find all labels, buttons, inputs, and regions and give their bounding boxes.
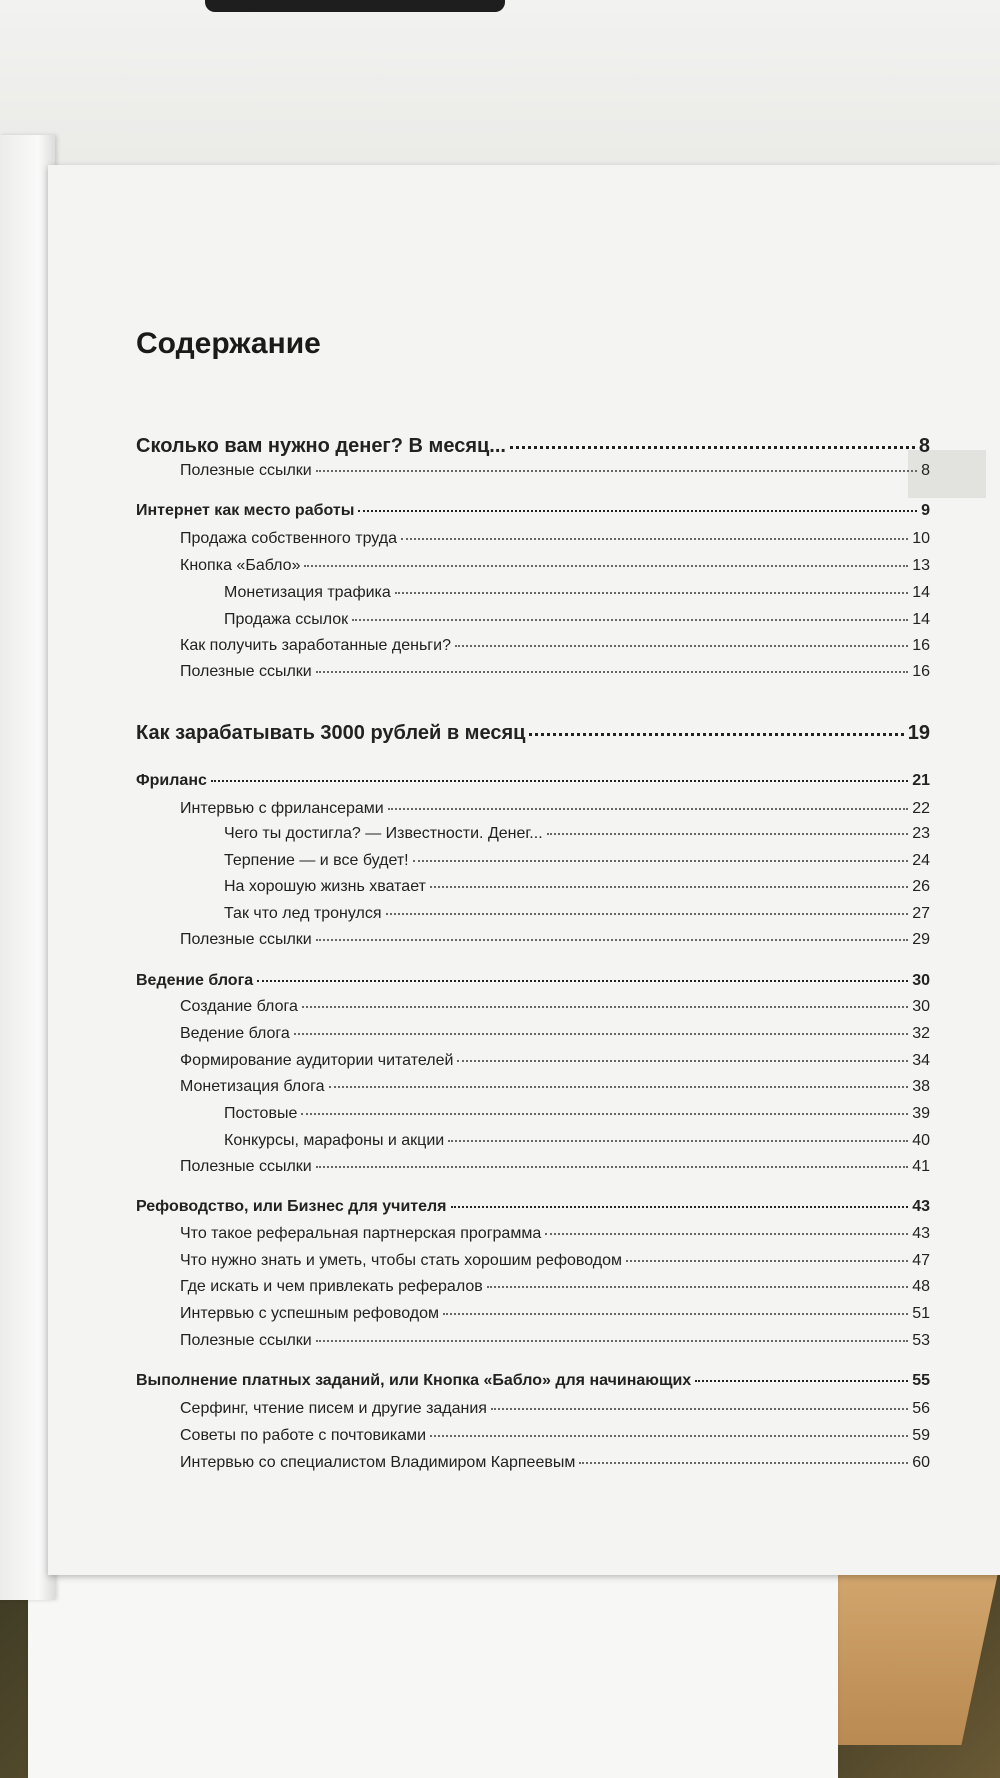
toc-entry bbox=[180, 1305, 930, 1323]
dot-leader bbox=[316, 470, 917, 472]
toc-entry bbox=[136, 772, 930, 790]
dot-leader bbox=[443, 1313, 908, 1315]
toc-entry bbox=[224, 584, 930, 602]
dot-leader bbox=[329, 1086, 909, 1088]
dot-leader bbox=[529, 733, 903, 736]
toc-entry-page: 48 bbox=[912, 1278, 930, 1295]
toc-entry bbox=[136, 435, 930, 458]
dot-leader bbox=[545, 1233, 908, 1235]
toc-entry-page: 14 bbox=[912, 611, 930, 628]
toc-entry-title: Серфинг, чтение писем и другие задания bbox=[180, 1400, 487, 1417]
toc-entry-page: 16 bbox=[912, 637, 930, 654]
toc-entry-title: Как получить заработанные деньги? bbox=[180, 637, 451, 654]
toc-entry-title: Формирование аудитории читателей bbox=[180, 1052, 454, 1069]
toc-entry-page: 16 bbox=[912, 663, 930, 680]
dot-leader bbox=[430, 1435, 908, 1437]
dot-leader bbox=[388, 808, 908, 810]
toc-entry-title: Полезные ссылки bbox=[180, 1332, 312, 1349]
toc-entry-title: На хорошую жизнь хватает bbox=[224, 878, 426, 895]
toc-entry-page: 30 bbox=[912, 972, 930, 989]
dot-leader bbox=[316, 939, 908, 941]
toc-entry-page: 51 bbox=[912, 1305, 930, 1322]
toc-entry-page: 38 bbox=[912, 1078, 930, 1095]
toc-entry-title: Создание блога bbox=[180, 998, 298, 1015]
toc-entry-page: 60 bbox=[912, 1454, 930, 1471]
toc-entry bbox=[180, 1225, 930, 1243]
toc-entry-title: Конкурсы, марафоны и акции bbox=[224, 1132, 445, 1149]
toc-entry-title: Что нужно знать и уметь, чтобы стать хорошим рефоводом bbox=[180, 1252, 622, 1269]
dot-leader bbox=[316, 1166, 908, 1168]
toc-entry bbox=[180, 1332, 930, 1350]
dot-leader bbox=[316, 1340, 908, 1342]
dot-leader bbox=[695, 1380, 908, 1382]
toc-entry bbox=[180, 462, 930, 480]
toc-entry-title: Где искать и чем привлекать рефералов bbox=[180, 1278, 483, 1295]
toc-entry bbox=[224, 878, 930, 896]
toc-entry-title: Ведение блога bbox=[136, 972, 254, 989]
toc-entry-page: 8 bbox=[921, 462, 930, 479]
dot-leader bbox=[413, 860, 909, 862]
dot-leader bbox=[352, 619, 908, 621]
toc-entry-title: Полезные ссылки bbox=[180, 663, 312, 680]
toc-entry bbox=[180, 800, 930, 818]
toc-entry-title: Так что лед тронулся bbox=[224, 905, 382, 922]
toc-entry-page: 43 bbox=[912, 1225, 930, 1242]
dot-leader bbox=[294, 1033, 908, 1035]
toc-entry bbox=[180, 530, 930, 548]
toc-entry-page: 10 bbox=[912, 530, 930, 547]
toc-entry-page: 23 bbox=[912, 825, 930, 842]
toc-entry bbox=[180, 1278, 930, 1296]
toc-entry-title: Выполнение платных заданий, или Кнопка «Бабло» для начинающих bbox=[136, 1372, 692, 1389]
toc-entry-page: 29 bbox=[912, 931, 930, 948]
toc-entry bbox=[136, 722, 930, 745]
toc-entry-title: Полезные ссылки bbox=[180, 931, 312, 948]
toc-entry-page: 47 bbox=[912, 1252, 930, 1269]
dot-leader bbox=[579, 1462, 908, 1464]
toc-entry-page: 41 bbox=[912, 1158, 930, 1175]
toc-entry bbox=[180, 1025, 930, 1043]
toc-entry bbox=[180, 1158, 930, 1176]
toc-entry-title: Продажа собственного труда bbox=[180, 530, 397, 547]
dot-leader bbox=[302, 1006, 908, 1008]
toc-entry-title: Фриланс bbox=[136, 772, 207, 789]
toc-entry-title: Чего ты достигла? — Известности. Денег... bbox=[224, 825, 543, 842]
dot-leader bbox=[211, 780, 908, 782]
toc-entry-title: Полезные ссылки bbox=[180, 1158, 312, 1175]
toc-entry bbox=[224, 905, 930, 923]
dot-leader bbox=[395, 592, 908, 594]
dot-leader bbox=[304, 565, 908, 567]
toc-entry-page: 26 bbox=[912, 878, 930, 895]
toc-entry-page: 13 bbox=[912, 557, 930, 574]
toc-entry-page: 32 bbox=[912, 1025, 930, 1042]
toc-entry-title: Рефоводство, или Бизнес для учителя bbox=[136, 1198, 447, 1215]
dot-leader bbox=[457, 1060, 908, 1062]
dot-leader bbox=[487, 1286, 908, 1288]
toc-entry-page: 27 bbox=[912, 905, 930, 922]
toc-entry-page: 21 bbox=[912, 772, 930, 789]
toc-entry-page: 34 bbox=[912, 1052, 930, 1069]
toc-entry-page: 59 bbox=[912, 1427, 930, 1444]
toc-entry bbox=[136, 1198, 930, 1216]
toc-entry bbox=[180, 1400, 930, 1418]
toc-entry bbox=[224, 852, 930, 870]
dot-leader bbox=[386, 913, 909, 915]
toc-entry-page: 55 bbox=[912, 1372, 930, 1389]
toc-entry bbox=[180, 1078, 930, 1096]
toc-entry bbox=[180, 663, 930, 681]
toc-entry bbox=[224, 611, 930, 629]
toc-entry-title: Постовые bbox=[224, 1105, 298, 1122]
toc-entry bbox=[136, 972, 930, 990]
toc-entry-title: Монетизация трафика bbox=[224, 584, 391, 601]
toc-entry bbox=[136, 1372, 930, 1390]
toc-entry-page: 19 bbox=[907, 722, 930, 744]
toc-entry-page: 39 bbox=[912, 1105, 930, 1122]
toc-entry-page: 24 bbox=[912, 852, 930, 869]
toc-entry-page: 40 bbox=[912, 1132, 930, 1149]
toc-entry bbox=[180, 557, 930, 575]
toc-entry-title: Интернет как место работы bbox=[136, 502, 355, 519]
toc-entry-page: 43 bbox=[912, 1198, 930, 1215]
toc-entry-title: Кнопка «Бабло» bbox=[180, 557, 301, 574]
dot-leader bbox=[430, 886, 908, 888]
dot-leader bbox=[547, 833, 909, 835]
toc-entry bbox=[136, 502, 930, 520]
dot-leader bbox=[510, 446, 915, 449]
page-title: Содержание bbox=[136, 327, 321, 360]
toc-entry bbox=[180, 1052, 930, 1070]
toc-entry-page: 9 bbox=[921, 502, 930, 519]
toc-entry bbox=[180, 1427, 930, 1445]
dot-leader bbox=[451, 1206, 909, 1208]
toc-entry bbox=[180, 637, 930, 655]
toc-entry-page: 53 bbox=[912, 1332, 930, 1349]
dot-leader bbox=[257, 980, 908, 982]
toc-entry bbox=[180, 931, 930, 949]
dot-leader bbox=[448, 1140, 908, 1142]
toc-entry bbox=[224, 1132, 930, 1150]
toc-entry bbox=[180, 998, 930, 1016]
dot-leader bbox=[491, 1408, 908, 1410]
toc-entry-title: Советы по работе с почтовиками bbox=[180, 1427, 427, 1444]
dot-leader bbox=[301, 1113, 908, 1115]
toc-entry bbox=[180, 1454, 930, 1472]
toc-entry-title: Продажа ссылок bbox=[224, 611, 349, 628]
toc-entry-page: 22 bbox=[912, 800, 930, 817]
dot-leader bbox=[358, 510, 917, 512]
toc-entry-page: 56 bbox=[912, 1400, 930, 1417]
toc-entry-title: Сколько вам нужно денег? В месяц... bbox=[136, 435, 506, 457]
dot-leader bbox=[626, 1260, 908, 1262]
toc-entry-title: Интервью с фрилансерами bbox=[180, 800, 384, 817]
toc-entry-page: 14 bbox=[912, 584, 930, 601]
toc-entry-title: Полезные ссылки bbox=[180, 462, 312, 479]
toc-entry-title: Как зарабатывать 3000 рублей в месяц bbox=[136, 722, 526, 744]
dot-leader bbox=[455, 645, 908, 647]
toc-entry-title: Интервью со специалистом Владимиром Карпеевым bbox=[180, 1454, 576, 1471]
toc-entry-title: Ведение блога bbox=[180, 1025, 290, 1042]
toc-entry-title: Что такое реферальная партнерская программа bbox=[180, 1225, 542, 1242]
toc-entry-title: Терпение — и все будет! bbox=[224, 852, 409, 869]
dot-leader bbox=[316, 671, 908, 673]
toc-entry-title: Интервью с успешным рефоводом bbox=[180, 1305, 439, 1322]
toc-entry-title: Монетизация блога bbox=[180, 1078, 325, 1095]
dot-leader bbox=[401, 538, 908, 540]
toc-entry-page: 30 bbox=[912, 998, 930, 1015]
toc-entry bbox=[180, 1252, 930, 1270]
toc-entry bbox=[224, 825, 930, 843]
toc-entry bbox=[224, 1105, 930, 1123]
toc-entry-page: 8 bbox=[918, 435, 930, 457]
